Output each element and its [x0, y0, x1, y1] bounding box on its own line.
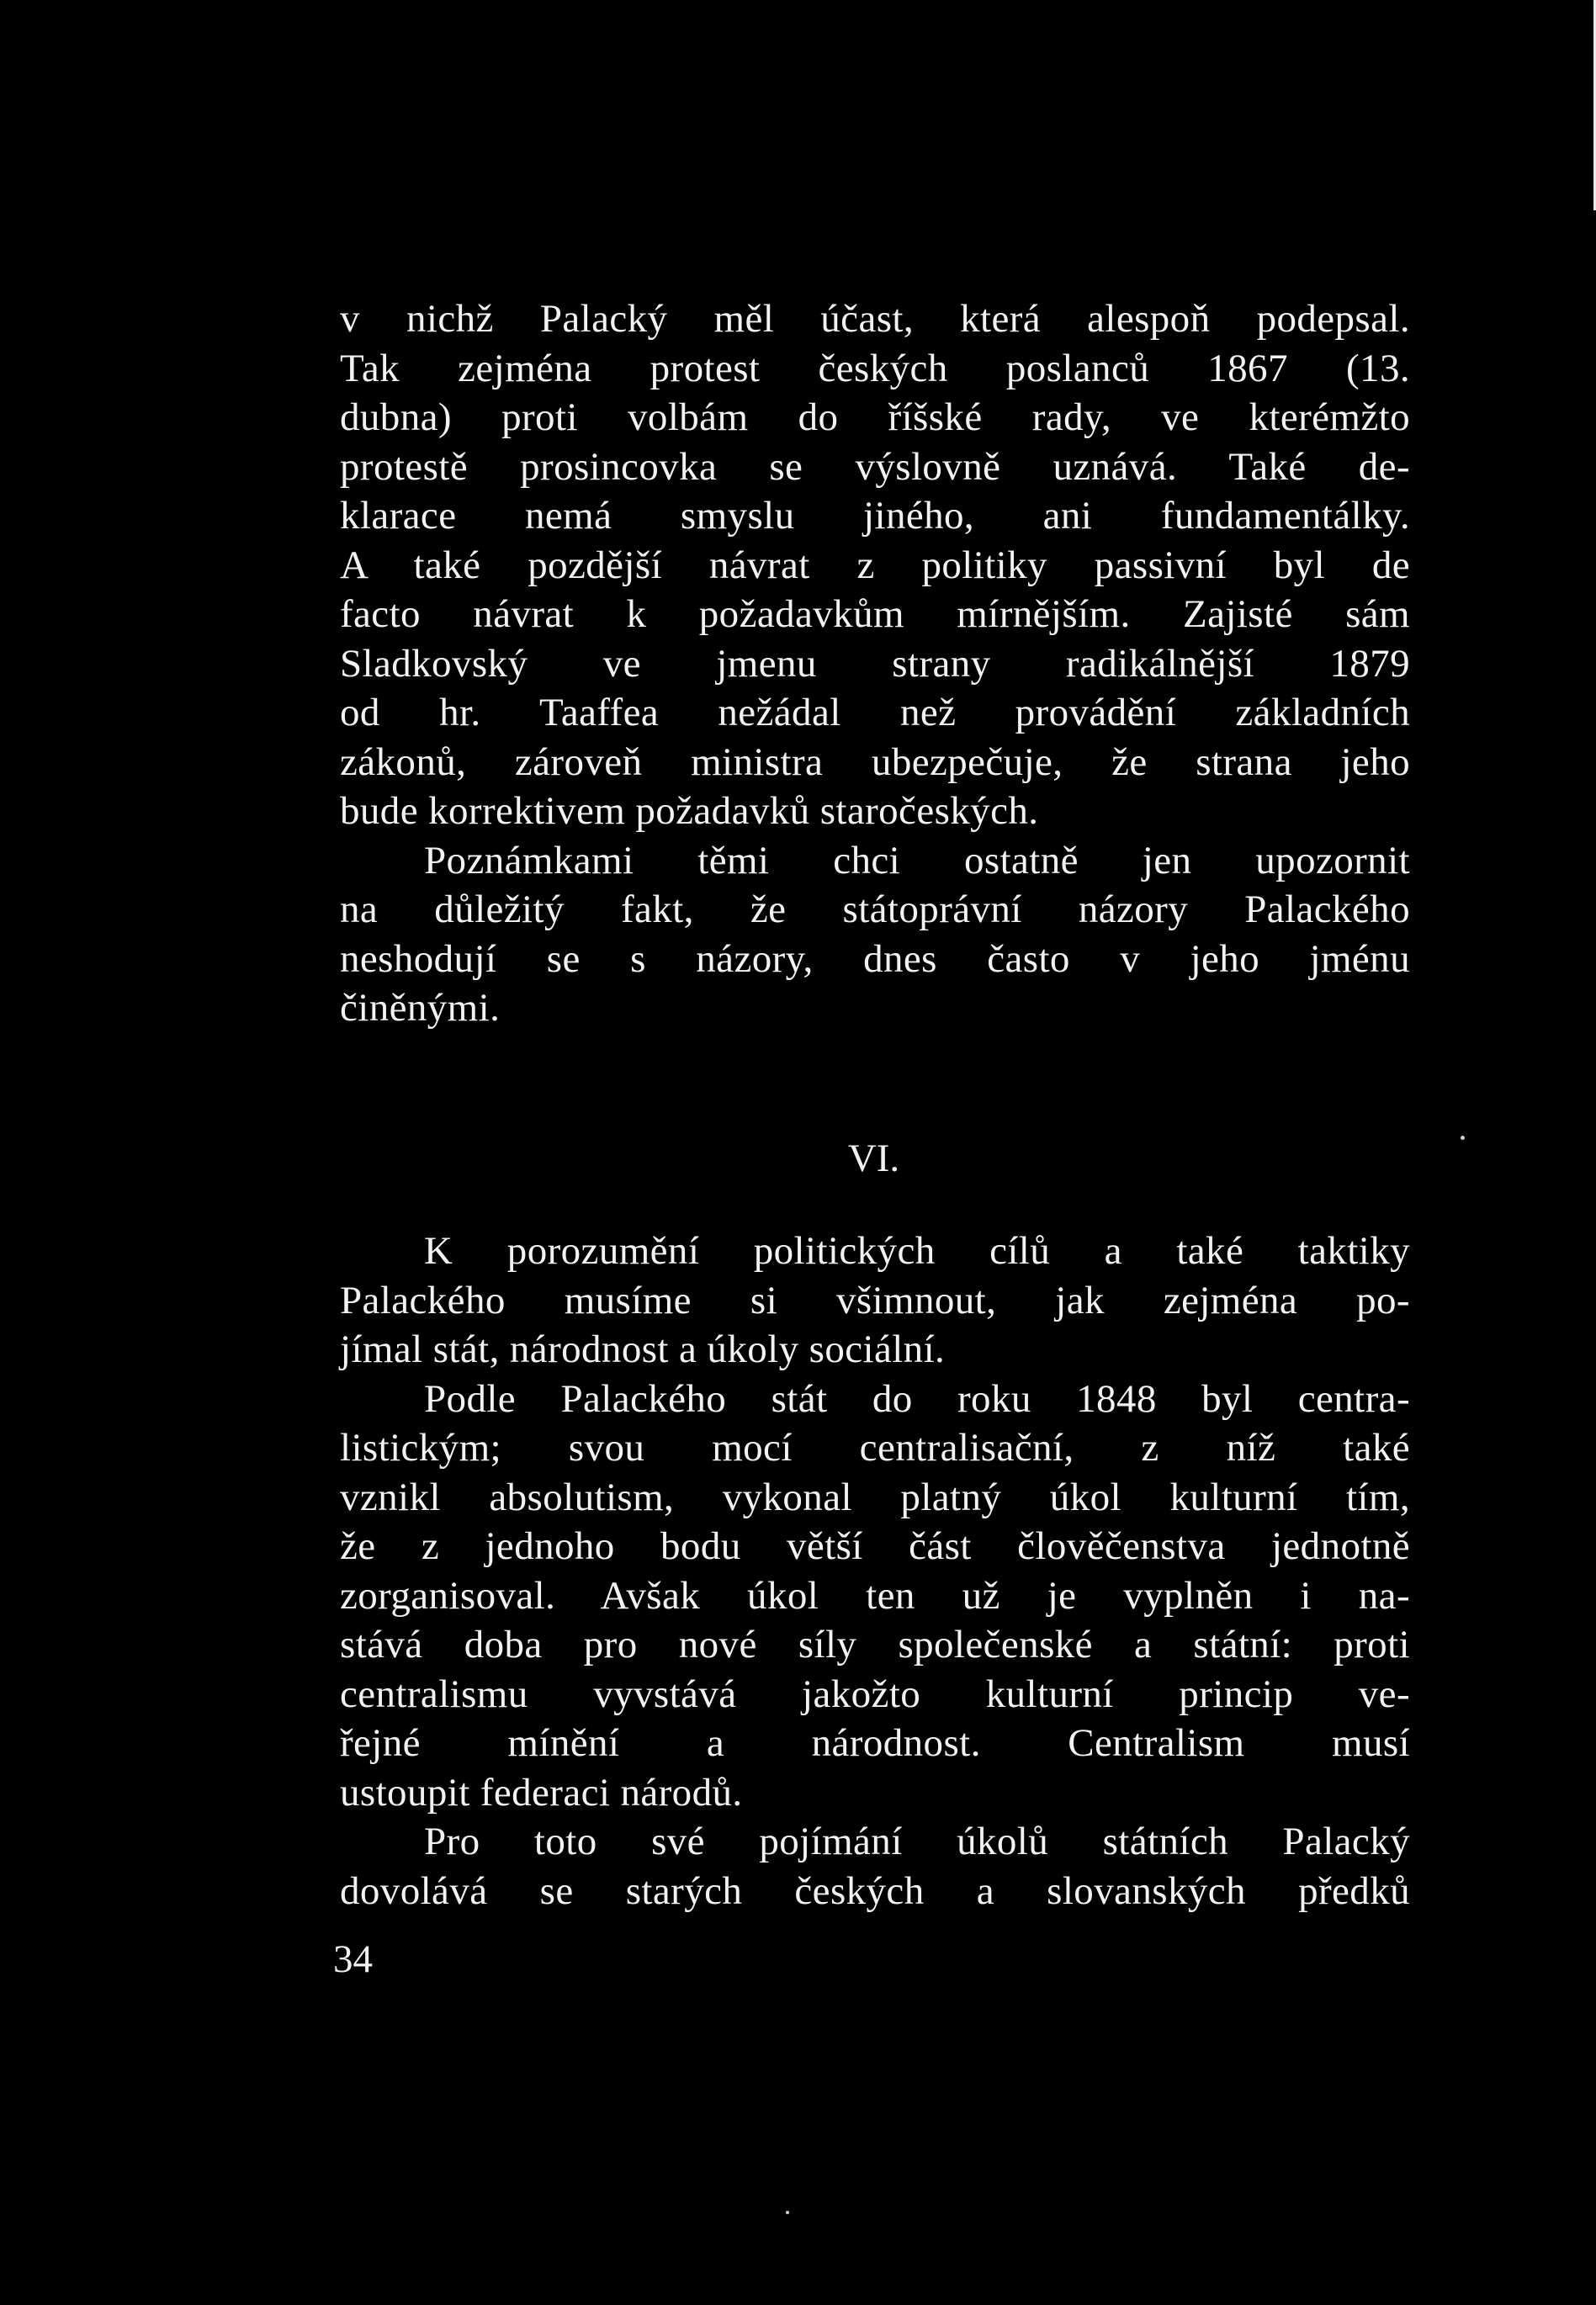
text-line: na důležitý fakt, že státoprávní názory Palackého	[340, 888, 1410, 931]
text-line-indented: Podle Palackého stát do roku 1848 byl centra-	[424, 1376, 1410, 1421]
scan-speck	[786, 2211, 789, 2214]
text-line: stává doba pro nové síly společenské a státní: proti	[340, 1623, 1410, 1666]
text-line: neshodují se s názory, dnes často v jeho jménu	[340, 936, 1410, 981]
scan-speck	[1461, 1136, 1465, 1140]
text-line: dubna) proti volbám do říšské rady, ve kterémžto	[340, 395, 1410, 439]
text-line: v nichž Palacký měl účast, která alespoň podepsal.	[340, 297, 1410, 341]
text-line: Palackého musíme si všimnout, jak zejména po-	[340, 1278, 1410, 1322]
text-line: ustoupit federaci národů.	[340, 1770, 743, 1815]
text-line: facto návrat k požadavkům mírnějším. Zajisté sám	[340, 592, 1410, 636]
text-line: listickým; svou mocí centralisační, z níž také	[340, 1426, 1410, 1470]
text-line: jímal stát, národnost a úkoly sociální.	[340, 1327, 946, 1371]
text-block-before-chapter	[340, 294, 1410, 1033]
text-line: Sladkovský ve jmenu strany radikálnější 1879	[340, 641, 1410, 686]
text-line: že z jednoho bodu větší část člověčenstva jednotně	[340, 1524, 1410, 1568]
text-line: vznikl absolutism, vykonal platný úkol kulturní tím,	[340, 1475, 1410, 1519]
text-line: bude korrektivem požadavků staročeských.	[340, 789, 1039, 833]
text-line: činěnými.	[340, 986, 501, 1030]
text-line-indented: Poznámkami těmi chci ostatně jen upozornit	[424, 838, 1410, 882]
page-number: 34	[333, 1937, 373, 1981]
text-line: A také pozdější návrat z politiky passivní byl de	[340, 543, 1410, 587]
text-line: klarace nemá smyslu jiného, ani fundamentálky.	[340, 494, 1410, 538]
text-line: protestě prosincovka se výslovně uznává. Také de-	[340, 444, 1410, 489]
text-line: Tak zejména protest českých poslanců 1867 (13.	[340, 346, 1410, 390]
text-line: od hr. Taaffea nežádal než provádění základních	[340, 691, 1410, 734]
text-line: zorganisoval. Avšak úkol ten už je vyplněn i na-	[340, 1573, 1410, 1618]
text-line: dovolává se starých českých a slovanských předků	[340, 1868, 1410, 1913]
chapter-heading: VI.	[847, 1137, 900, 1180]
text-line: centralismu vyvstává jakožto kulturní princip ve-	[340, 1672, 1410, 1716]
text-line-indented: Pro toto své pojímání úkolů státních Palacký	[424, 1820, 1410, 1863]
text-line-indented: K porozumění politických cílů a také taktiky	[424, 1229, 1410, 1273]
text-line: řejné mínění a národnost. Centralism musí	[340, 1721, 1410, 1765]
text-block-after-chapter	[340, 1227, 1410, 1916]
text-line: zákonů, zároveň ministra ubezpečuje, že strana jeho	[340, 739, 1410, 784]
